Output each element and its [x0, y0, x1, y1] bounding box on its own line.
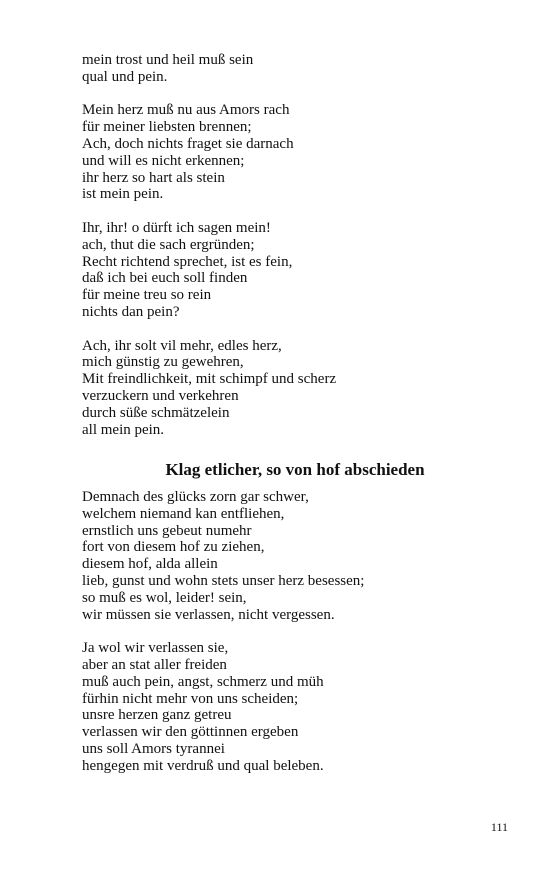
- verse-line: ihr herz so hart als stein: [82, 169, 225, 186]
- verse-line: qual und pein.: [82, 68, 168, 85]
- poem-title: Klag etlicher, so von hof abschieden: [165, 460, 425, 479]
- verse-line: ach, thut die sach ergründen;: [82, 236, 255, 253]
- verse-line: mich günstig zu gewehren,: [82, 354, 244, 371]
- verse-line: ernstlich uns gebeut numehr: [82, 522, 252, 539]
- stanza: [82, 52, 502, 86]
- verse-line: so muß es wol, leider! sein,: [82, 589, 247, 606]
- verse-line: wir müssen sie verlassen, nicht vergessen.: [82, 606, 335, 623]
- verse-line: verlassen wir den göttinnen ergeben: [82, 724, 299, 741]
- page-number: 111: [490, 820, 508, 834]
- verse-line: fort von diesem hof zu ziehen,: [82, 539, 265, 556]
- verse-line: ist mein pein.: [82, 186, 164, 203]
- verse-line: diesem hof, alda allein: [82, 556, 218, 573]
- verse-line: muß auch pein, angst, schmerz und müh: [82, 673, 324, 690]
- stanza: [82, 220, 502, 321]
- verse-line: Ach, ihr solt vil mehr, edles herz,: [82, 337, 282, 354]
- verse-line: Mein herz muß nu aus Amors rach: [82, 102, 290, 119]
- verse-line: hengegen mit verdruß und qual beleben.: [82, 757, 324, 774]
- verse-line: nichts dan pein?: [82, 303, 180, 320]
- stanza: [82, 338, 502, 439]
- verse-line: mein trost und heil muß sein: [82, 52, 254, 68]
- verse-line: daß ich bei euch soll finden: [82, 270, 248, 287]
- verse-line: unsre herzen ganz getreu: [82, 707, 232, 724]
- stanza: [82, 640, 502, 774]
- verse-line: Recht richtend sprechet, ist es fein,: [82, 253, 293, 270]
- verse-line: Demnach des glücks zorn gar schwer,: [82, 489, 309, 505]
- verse-line: für meine treu so rein: [82, 287, 212, 304]
- poem-continued: [82, 52, 502, 455]
- verse-line: Ach, doch nichts fraget sie darnach: [82, 135, 294, 152]
- verse-line: durch süße schmätzelein: [82, 404, 230, 421]
- verse-line: verzuckern und verkehren: [82, 387, 239, 404]
- verse-line: Ihr, ihr! o dürft ich sagen mein!: [82, 219, 271, 236]
- verse-line: lieb, gunst und wohn stets unser herz besessen;: [82, 572, 365, 589]
- verse-line: fürhin nicht mehr von uns scheiden;: [82, 690, 299, 707]
- verse-line: welchem niemand kan entfliehen,: [82, 505, 285, 522]
- verse-line: und will es nicht erkennen;: [82, 152, 245, 169]
- stanza: [82, 489, 502, 623]
- verse-line: aber an stat aller freiden: [82, 656, 227, 673]
- verse-line: all mein pein.: [82, 421, 165, 438]
- verse-line: Ja wol wir verlassen sie,: [82, 640, 229, 657]
- verse-line: für meiner liebsten brennen;: [82, 119, 252, 136]
- poem-new: [82, 489, 502, 791]
- verse-line: uns soll Amors tyrannei: [82, 740, 225, 757]
- verse-line: Mit freindlichkeit, mit schimpf und scherz: [82, 371, 337, 388]
- stanza: [82, 102, 502, 203]
